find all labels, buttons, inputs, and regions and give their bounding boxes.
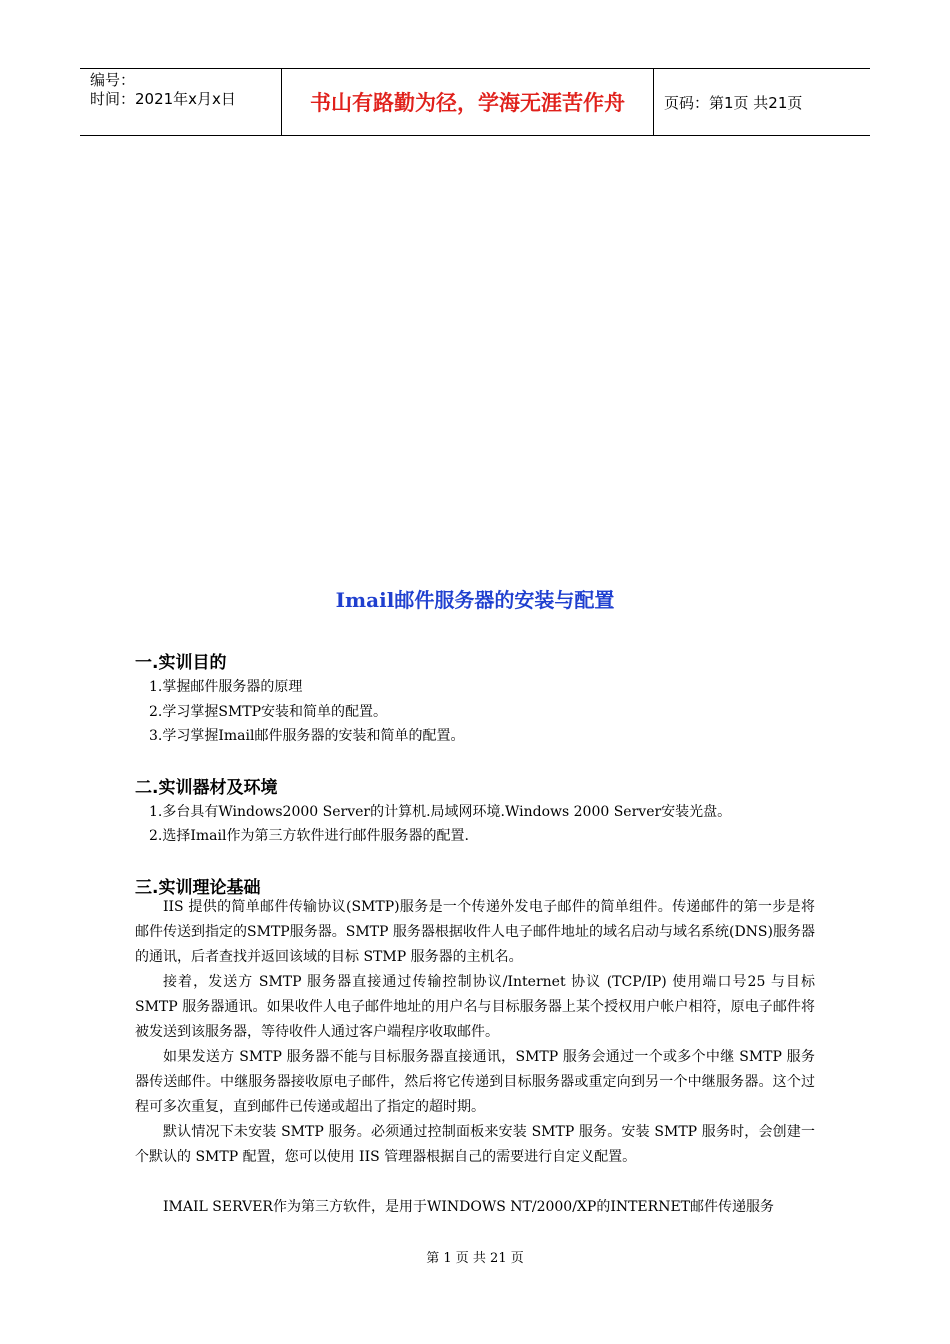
document-title: Imail邮件服务器的安装与配置: [335, 588, 615, 612]
page-footer: 第 1 页 共 21 页: [426, 1251, 524, 1266]
list-item: 2.选择Imail作为第三方软件进行邮件服务器的配置.: [149, 828, 469, 844]
list-item: 2.学习掌握SMTP安装和简单的配置。: [149, 704, 388, 720]
page-header: [80, 68, 870, 136]
section-heading-objectives: 一.实训目的: [135, 653, 227, 673]
section-heading-theory: 三.实训理论基础: [135, 878, 261, 898]
list-item: 1.多台具有Windows2000 Server的计算机.局域网环境.Windows 2000 Server安装光盘。: [149, 804, 732, 820]
header-motto: 书山有路勤为径，学海无涯苦作舟: [282, 69, 654, 135]
paragraph: IMAIL SERVER作为第三方软件，是用于WINDOWS NT/2000/XP的INTERNET邮件传递服务: [163, 1199, 775, 1215]
header-meta: [80, 69, 282, 135]
paragraph: 如果发送方 SMTP 服务器不能与目标服务器直接通讯，SMTP 服务会通过一个或多个中继 SMTP 服务器传送邮件。中继服务器接收原电子邮件，然后将它传递到目标服务器或重定向到另一个中继服务器。这个过程可多次重复，直到邮件已传递或超出了指定的超时期。: [135, 1049, 815, 1115]
section-heading-equipment: 二.实训器材及环境: [135, 778, 278, 798]
paragraph: 默认情况下未安装 SMTP 服务。必须通过控制面板来安装 SMTP 服务。安装 SMTP 服务时，会创建一个默认的 SMTP 配置，您可以使用 IIS 管理器根据自己的需要进行自定义配置。: [135, 1124, 815, 1165]
list-item: 3.学习掌握Imail邮件服务器的安装和简单的配置。: [149, 728, 465, 744]
header-page-info: 页码：第1页 共21页: [664, 93, 803, 112]
number-label: 编号：: [90, 71, 136, 89]
list-item: 1.掌握邮件服务器的原理: [149, 679, 303, 695]
date-line: 时间：2021年x月x日: [90, 90, 236, 108]
paragraph: 接着，发送方 SMTP 服务器直接通过传输控制协议/Internet 协议 (TCP/IP) 使用端口号25 与目标 SMTP 服务器通讯。如果收件人电子邮件地址的用户名与目标服务器上某个授权用户帐户相符，原电子邮件将被发送到该服务器，等待收件人通过客户端程序收取邮件。: [135, 974, 815, 1040]
paragraph: IIS 提供的简单邮件传输协议(SMTP)服务是一个传递外发电子邮件的简单组件。传递邮件的第一步是将邮件传送到指定的SMTP服务器。SMTP 服务器根据收件人电子邮件地址的域名启动与域名系统(DNS)服务器的通讯，后者查找并返回该域的目标 STMP 服务器的主机名。: [135, 899, 815, 965]
